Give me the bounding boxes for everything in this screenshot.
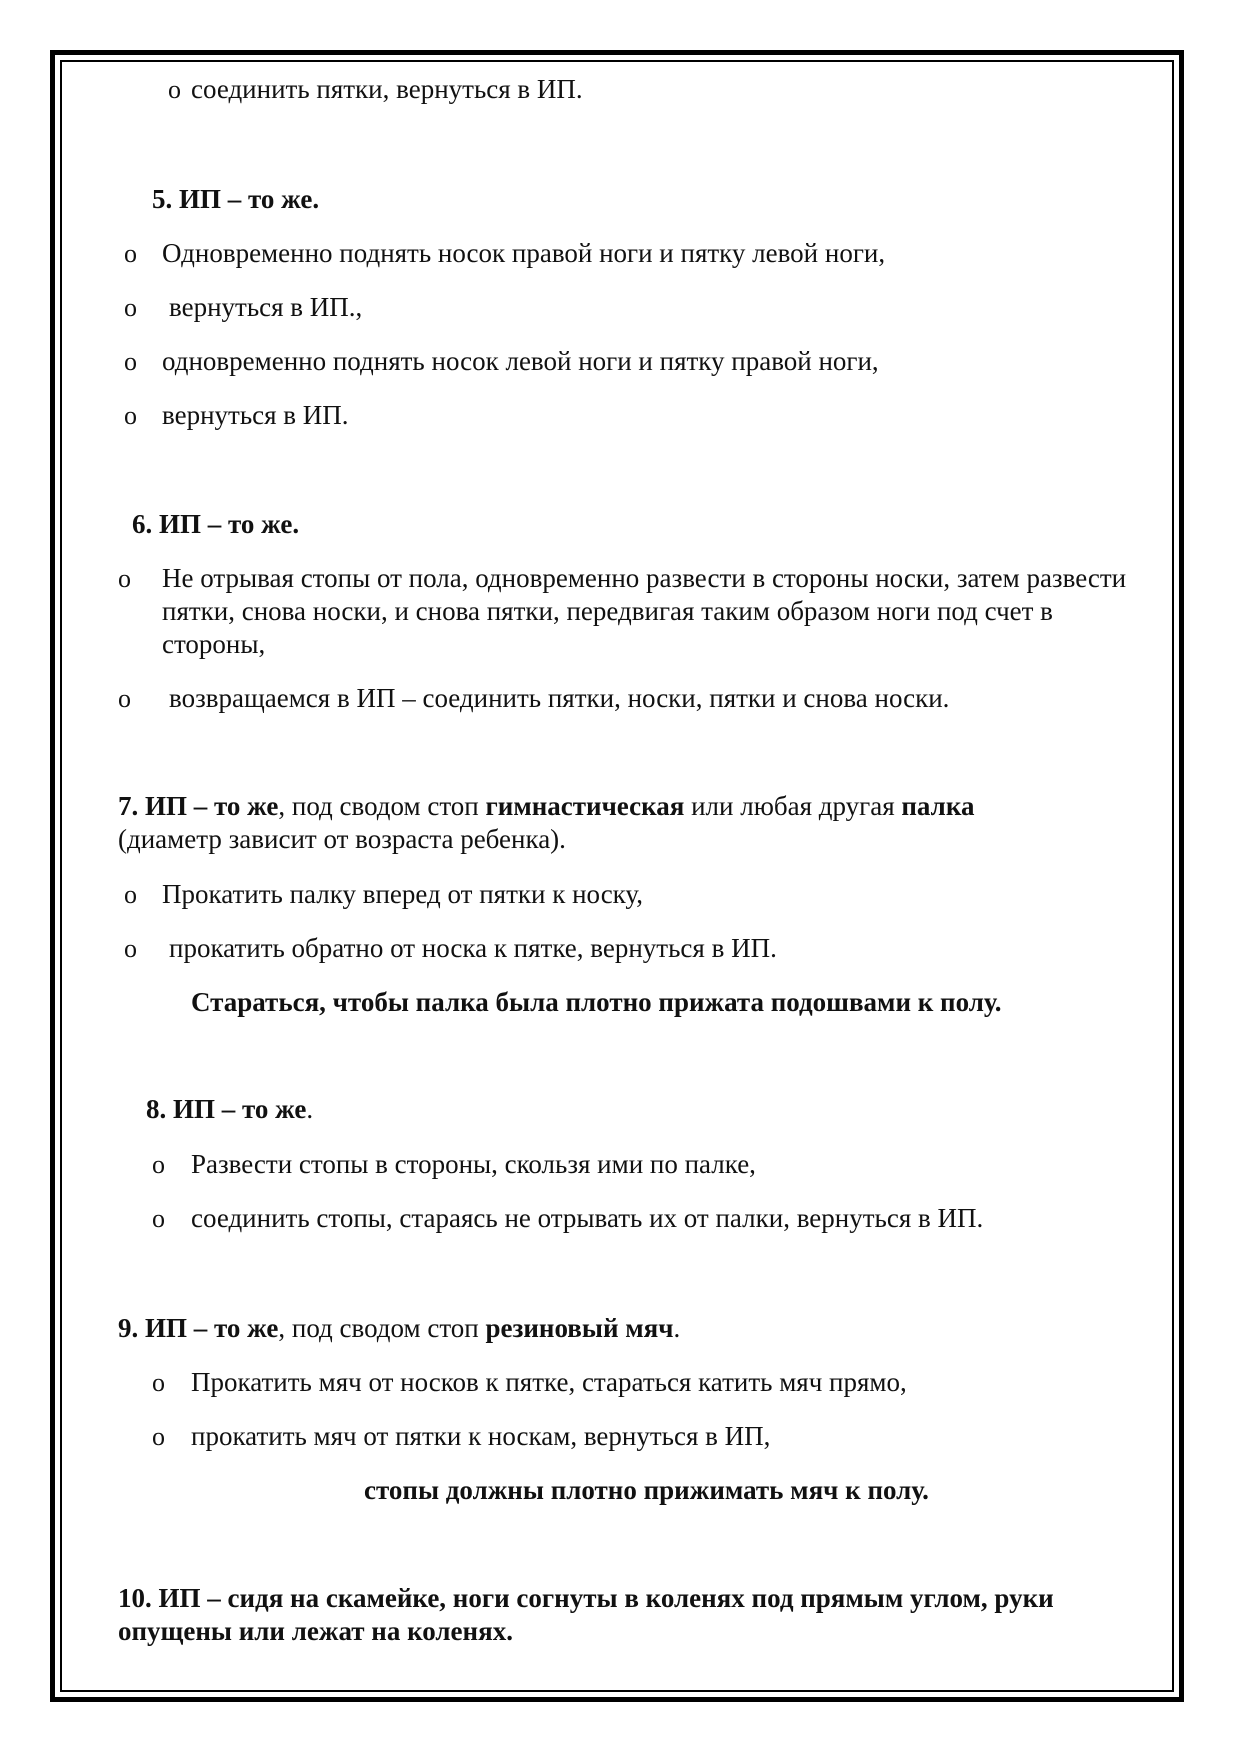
exercise-10-heading: 10. ИП – сидя на скамейке, ноги согнуты в коленях под прямым углом, руки опущены или лежат на коленях.	[118, 1583, 1054, 1646]
exercise-7-equipment-b: палка	[901, 791, 975, 821]
bullet-icon: o	[152, 1422, 165, 1451]
list-item: соединить стопы, стараясь не отрывать их от палки, вернуться в ИП.	[191, 1203, 984, 1233]
exercise-9-label: 9. ИП – то же	[118, 1313, 279, 1343]
list-item: вернуться в ИП.,	[169, 292, 363, 322]
bullet-icon: o	[124, 293, 137, 322]
bullet-icon: o	[152, 1150, 165, 1179]
exercise-7-heading	[118, 790, 974, 823]
bullet-icon: o	[124, 880, 137, 909]
list-item: возвращаемся в ИП – соединить пятки, носки, пятки и снова носки.	[169, 683, 950, 713]
bullet-icon: o	[118, 684, 131, 713]
bullet-icon: o	[124, 239, 137, 268]
bullet-icon: o	[124, 401, 137, 430]
list-item: Не отрывая стопы от пола, одновременно развести в стороны носки, затем развести пятки, снова носки, и снова пятки, передвигая таким образом ноги под счет в стороны,	[162, 563, 1127, 659]
exercise-9-tip: стопы должны плотно прижимать мяч к полу.	[364, 1475, 929, 1505]
exercise-9-text: , под сводом стоп	[278, 1313, 486, 1343]
exercise-7-text: , под сводом стоп	[278, 791, 486, 821]
list-item: прокатить мяч от пятки к носкам, вернуться в ИП,	[191, 1421, 771, 1451]
exercise-9-period: .	[673, 1313, 681, 1343]
exercise-6-heading: 6. ИП – то же.	[132, 509, 300, 539]
bullet-icon: o	[124, 934, 137, 963]
list-item: вернуться в ИП.	[162, 400, 349, 430]
exercise-7-label: 7. ИП – то же	[118, 791, 279, 821]
bullet-icon: o	[124, 347, 137, 376]
bullet-icon: o	[152, 1204, 165, 1233]
bullet-icon: o	[152, 1368, 165, 1397]
exercise-7-text-2: или любая другая	[684, 791, 902, 821]
list-item: соединить пятки, вернуться в ИП.	[191, 74, 583, 104]
exercise-7-tip: Стараться, чтобы палка была плотно прижата подошвами к полу.	[191, 987, 1002, 1017]
list-item: Прокатить мяч от носков к пятке, стараться катить мяч прямо,	[191, 1367, 907, 1397]
exercise-8-period: .	[306, 1094, 314, 1124]
exercise-7-note: (диаметр зависит от возраста ребенка).	[118, 824, 566, 854]
exercise-7-equipment-a: гимнастическая	[485, 791, 685, 821]
list-item: Развести стопы в стороны, скользя ими по палке,	[191, 1149, 756, 1179]
list-item: одновременно поднять носок левой ноги и пятку правой ноги,	[162, 346, 879, 376]
bullet-icon: o	[168, 75, 181, 104]
exercise-8-heading	[146, 1093, 313, 1126]
exercise-9-heading	[118, 1312, 680, 1345]
exercise-9-equipment: резиновый мяч	[485, 1313, 674, 1343]
list-item: Одновременно поднять носок правой ноги и пятку левой ноги,	[162, 238, 886, 268]
list-item: прокатить обратно от носка к пятке, вернуться в ИП.	[169, 933, 777, 963]
exercise-8-label: 8. ИП – то же	[146, 1094, 307, 1124]
bullet-icon: o	[118, 564, 131, 593]
list-item: Прокатить палку вперед от пятки к носку,	[162, 879, 643, 909]
exercise-5-heading: 5. ИП – то же.	[152, 184, 320, 214]
